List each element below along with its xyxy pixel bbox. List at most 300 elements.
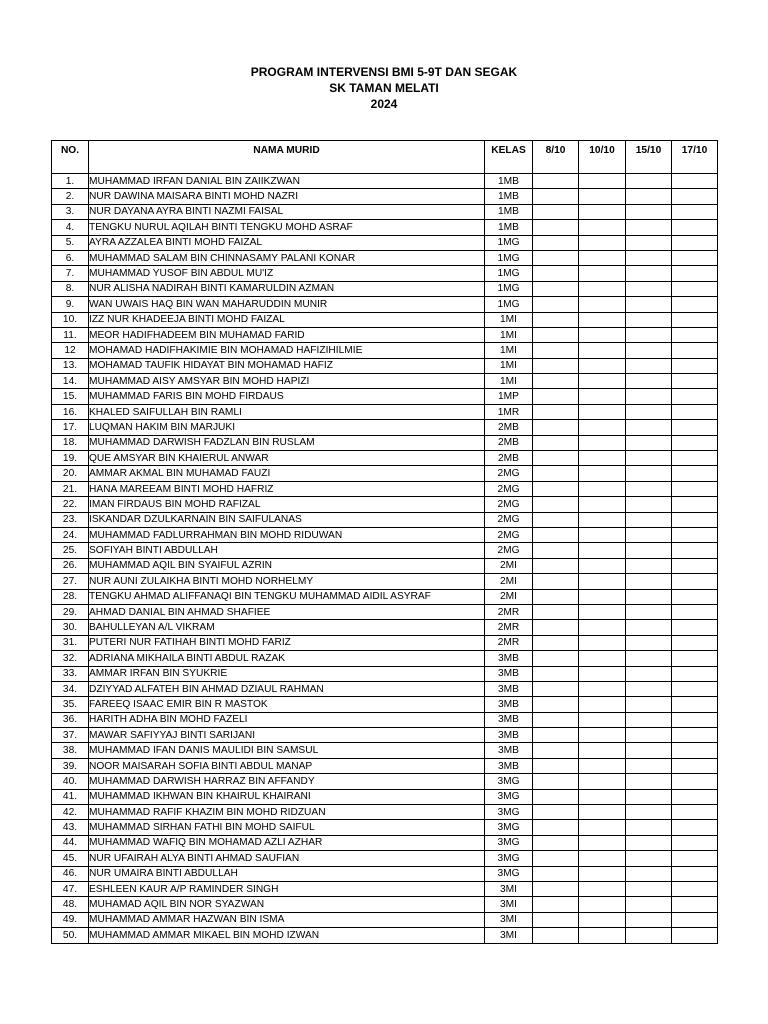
student-name: MUHAMAD AQIL BIN NOR SYAZWAN [89, 897, 485, 912]
student-class: 1MG [485, 266, 533, 281]
attendance-cell-date-4[interactable] [672, 789, 718, 804]
student-class: 1MB [485, 220, 533, 235]
attendance-cell-date-3[interactable] [626, 651, 672, 666]
attendance-cell-date-3[interactable] [626, 789, 672, 804]
attendance-cell-date-4[interactable] [672, 805, 718, 820]
student-class: 1MG [485, 250, 533, 265]
attendance-cell-date-1[interactable] [533, 389, 579, 404]
attendance-cell-date-1[interactable] [533, 312, 579, 327]
attendance-cell-date-3[interactable] [626, 266, 672, 281]
table-row [52, 635, 718, 650]
table-row [52, 712, 718, 727]
student-name: IZZ NUR KHADEEJA BINTI MOHD FAIZAL [89, 312, 485, 327]
student-class: 3MI [485, 928, 533, 943]
attendance-cell-date-3[interactable] [626, 912, 672, 927]
attendance-cell-date-3[interactable] [626, 697, 672, 712]
attendance-cell-date-3[interactable] [626, 389, 672, 404]
attendance-cell-date-2[interactable] [579, 712, 626, 727]
attendance-cell-date-4[interactable] [672, 835, 718, 850]
attendance-cell-date-3[interactable] [626, 235, 672, 250]
attendance-cell-date-1[interactable] [533, 897, 579, 912]
attendance-cell-date-3[interactable] [626, 589, 672, 604]
attendance-cell-date-1[interactable] [533, 681, 579, 696]
student-name: TENGKU AHMAD ALIFFANAQI BIN TENGKU MUHAMMAD AIDIL ASYRAF [89, 589, 485, 604]
attendance-cell-date-2[interactable] [579, 312, 626, 327]
attendance-cell-date-3[interactable] [626, 312, 672, 327]
attendance-cell-date-4[interactable] [672, 728, 718, 743]
attendance-cell-date-4[interactable] [672, 220, 718, 235]
attendance-cell-date-4[interactable] [672, 235, 718, 250]
student-name: MOHAMAD TAUFIK HIDAYAT BIN MOHAMAD HAFIZ [89, 358, 485, 373]
table-row [52, 620, 718, 635]
student-class: 1MG [485, 281, 533, 296]
attendance-cell-date-2[interactable] [579, 327, 626, 342]
attendance-cell-date-2[interactable] [579, 543, 626, 558]
table-row [52, 374, 718, 389]
attendance-cell-date-1[interactable] [533, 527, 579, 542]
attendance-cell-date-3[interactable] [626, 805, 672, 820]
attendance-cell-date-2[interactable] [579, 789, 626, 804]
student-class: 3MG [485, 789, 533, 804]
attendance-cell-date-1[interactable] [533, 728, 579, 743]
attendance-cell-date-2[interactable] [579, 743, 626, 758]
attendance-cell-date-1[interactable] [533, 743, 579, 758]
attendance-cell-date-1[interactable] [533, 697, 579, 712]
student-number: 10. [52, 312, 89, 327]
attendance-cell-date-1[interactable] [533, 835, 579, 850]
attendance-cell-date-1[interactable] [533, 758, 579, 773]
attendance-cell-date-3[interactable] [626, 420, 672, 435]
student-name: KHALED SAIFULLAH BIN RAMLI [89, 404, 485, 419]
attendance-cell-date-3[interactable] [626, 758, 672, 773]
student-number: 8. [52, 281, 89, 296]
attendance-cell-date-4[interactable] [672, 420, 718, 435]
attendance-cell-date-2[interactable] [579, 866, 626, 881]
attendance-cell-date-1[interactable] [533, 466, 579, 481]
attendance-cell-date-4[interactable] [672, 651, 718, 666]
attendance-cell-date-2[interactable] [579, 266, 626, 281]
student-number: 21. [52, 481, 89, 496]
student-name: NUR DAYANA AYRA BINTI NAZMI FAISAL [89, 204, 485, 219]
table-row [52, 358, 718, 373]
student-class: 1MB [485, 204, 533, 219]
student-name: ESHLEEN KAUR A/P RAMINDER SINGH [89, 881, 485, 896]
student-class: 2MG [485, 497, 533, 512]
attendance-cell-date-4[interactable] [672, 343, 718, 358]
attendance-cell-date-3[interactable] [626, 851, 672, 866]
attendance-cell-date-2[interactable] [579, 451, 626, 466]
attendance-cell-date-1[interactable] [533, 404, 579, 419]
attendance-cell-date-1[interactable] [533, 666, 579, 681]
table-row [52, 481, 718, 496]
student-name: NUR UFAIRAH ALYA BINTI AHMAD SAUFIAN [89, 851, 485, 866]
attendance-cell-date-3[interactable] [626, 451, 672, 466]
table-row [52, 589, 718, 604]
attendance-cell-date-3[interactable] [626, 928, 672, 943]
student-number: 35. [52, 697, 89, 712]
student-class: 3MG [485, 866, 533, 881]
student-number: 37. [52, 728, 89, 743]
student-name: NUR UMAIRA BINTI ABDULLAH [89, 866, 485, 881]
attendance-cell-date-1[interactable] [533, 374, 579, 389]
attendance-cell-date-4[interactable] [672, 620, 718, 635]
attendance-cell-date-3[interactable] [626, 574, 672, 589]
table-row [52, 651, 718, 666]
student-number: 30. [52, 620, 89, 635]
attendance-cell-date-4[interactable] [672, 912, 718, 927]
attendance-cell-date-3[interactable] [626, 358, 672, 373]
student-number: 4. [52, 220, 89, 235]
attendance-cell-date-2[interactable] [579, 558, 626, 573]
student-number: 34. [52, 681, 89, 696]
attendance-cell-date-1[interactable] [533, 589, 579, 604]
attendance-cell-date-4[interactable] [672, 635, 718, 650]
student-class: 2MI [485, 558, 533, 573]
attendance-cell-date-4[interactable] [672, 758, 718, 773]
attendance-cell-date-2[interactable] [579, 758, 626, 773]
student-name: SOFIYAH BINTI ABDULLAH [89, 543, 485, 558]
attendance-cell-date-3[interactable] [626, 897, 672, 912]
attendance-cell-date-1[interactable] [533, 866, 579, 881]
attendance-cell-date-3[interactable] [626, 527, 672, 542]
attendance-cell-date-2[interactable] [579, 235, 626, 250]
attendance-cell-date-3[interactable] [626, 220, 672, 235]
document-header [0, 64, 768, 112]
attendance-cell-date-4[interactable] [672, 435, 718, 450]
attendance-cell-date-2[interactable] [579, 466, 626, 481]
student-number: 32. [52, 651, 89, 666]
attendance-cell-date-1[interactable] [533, 805, 579, 820]
attendance-cell-date-1[interactable] [533, 451, 579, 466]
attendance-cell-date-2[interactable] [579, 189, 626, 204]
student-name: NUR DAWINA MAISARA BINTI MOHD NAZRI [89, 189, 485, 204]
attendance-cell-date-3[interactable] [626, 743, 672, 758]
attendance-cell-date-3[interactable] [626, 728, 672, 743]
attendance-cell-date-2[interactable] [579, 404, 626, 419]
student-name: TENGKU NURUL AQILAH BINTI TENGKU MOHD ASRAF [89, 220, 485, 235]
attendance-cell-date-2[interactable] [579, 881, 626, 896]
attendance-cell-date-2[interactable] [579, 481, 626, 496]
attendance-cell-date-4[interactable] [672, 404, 718, 419]
attendance-cell-date-3[interactable] [626, 327, 672, 342]
attendance-cell-date-4[interactable] [672, 389, 718, 404]
attendance-cell-date-3[interactable] [626, 820, 672, 835]
attendance-cell-date-4[interactable] [672, 451, 718, 466]
attendance-cell-date-1[interactable] [533, 620, 579, 635]
attendance-cell-date-2[interactable] [579, 389, 626, 404]
attendance-cell-date-4[interactable] [672, 512, 718, 527]
attendance-cell-date-4[interactable] [672, 327, 718, 342]
attendance-cell-date-2[interactable] [579, 697, 626, 712]
attendance-cell-date-2[interactable] [579, 343, 626, 358]
attendance-cell-date-2[interactable] [579, 774, 626, 789]
attendance-cell-date-1[interactable] [533, 881, 579, 896]
attendance-cell-date-4[interactable] [672, 681, 718, 696]
student-class: 3MB [485, 666, 533, 681]
attendance-cell-date-3[interactable] [626, 404, 672, 419]
attendance-cell-date-3[interactable] [626, 512, 672, 527]
attendance-cell-date-3[interactable] [626, 204, 672, 219]
attendance-cell-date-4[interactable] [672, 574, 718, 589]
table-row [52, 912, 718, 927]
attendance-cell-date-1[interactable] [533, 343, 579, 358]
attendance-cell-date-1[interactable] [533, 481, 579, 496]
student-class: 3MB [485, 743, 533, 758]
attendance-cell-date-2[interactable] [579, 897, 626, 912]
column-header-nama-murid: NAMA MURID [89, 141, 485, 174]
attendance-cell-date-1[interactable] [533, 789, 579, 804]
attendance-cell-date-3[interactable] [626, 435, 672, 450]
table-row [52, 420, 718, 435]
attendance-cell-date-4[interactable] [672, 204, 718, 219]
student-number: 14. [52, 374, 89, 389]
attendance-cell-date-1[interactable] [533, 435, 579, 450]
student-name: QUE AMSYAR BIN KHAIERUL ANWAR [89, 451, 485, 466]
attendance-cell-date-3[interactable] [626, 297, 672, 312]
attendance-cell-date-1[interactable] [533, 558, 579, 573]
attendance-cell-date-1[interactable] [533, 204, 579, 219]
student-number: 23. [52, 512, 89, 527]
table-row [52, 220, 718, 235]
attendance-cell-date-3[interactable] [626, 543, 672, 558]
attendance-cell-date-1[interactable] [533, 851, 579, 866]
attendance-cell-date-1[interactable] [533, 574, 579, 589]
student-number: 19. [52, 451, 89, 466]
table-row [52, 558, 718, 573]
attendance-cell-date-4[interactable] [672, 497, 718, 512]
attendance-cell-date-3[interactable] [626, 497, 672, 512]
attendance-cell-date-2[interactable] [579, 512, 626, 527]
student-name: MUHAMMAD AMMAR HAZWAN BIN ISMA [89, 912, 485, 927]
attendance-cell-date-3[interactable] [626, 189, 672, 204]
attendance-cell-date-4[interactable] [672, 743, 718, 758]
attendance-cell-date-1[interactable] [533, 235, 579, 250]
attendance-cell-date-1[interactable] [533, 512, 579, 527]
attendance-cell-date-3[interactable] [626, 281, 672, 296]
attendance-cell-date-1[interactable] [533, 820, 579, 835]
attendance-cell-date-3[interactable] [626, 481, 672, 496]
attendance-cell-date-4[interactable] [672, 666, 718, 681]
attendance-cell-date-2[interactable] [579, 604, 626, 619]
student-class: 2MG [485, 527, 533, 542]
attendance-cell-date-2[interactable] [579, 281, 626, 296]
attendance-cell-date-4[interactable] [672, 774, 718, 789]
student-number: 44. [52, 835, 89, 850]
attendance-cell-date-4[interactable] [672, 820, 718, 835]
student-number: 18. [52, 435, 89, 450]
attendance-cell-date-2[interactable] [579, 358, 626, 373]
attendance-cell-date-4[interactable] [672, 712, 718, 727]
attendance-cell-date-2[interactable] [579, 651, 626, 666]
attendance-cell-date-2[interactable] [579, 435, 626, 450]
table-row [52, 851, 718, 866]
attendance-cell-date-2[interactable] [579, 620, 626, 635]
attendance-cell-date-2[interactable] [579, 851, 626, 866]
attendance-cell-date-1[interactable] [533, 327, 579, 342]
attendance-cell-date-1[interactable] [533, 497, 579, 512]
student-name: NOOR MAISARAH SOFIA BINTI ABDUL MANAP [89, 758, 485, 773]
student-class: 3MB [485, 712, 533, 727]
attendance-cell-date-4[interactable] [672, 897, 718, 912]
attendance-cell-date-4[interactable] [672, 697, 718, 712]
table-row [52, 497, 718, 512]
student-class: 3MI [485, 897, 533, 912]
student-name: MUHAMMAD IRFAN DANIAL BIN ZAIIKZWAN [89, 174, 485, 189]
attendance-cell-date-2[interactable] [579, 220, 626, 235]
attendance-cell-date-1[interactable] [533, 635, 579, 650]
attendance-cell-date-3[interactable] [626, 666, 672, 681]
table-row [52, 404, 718, 419]
student-name: MUHAMMAD IFAN DANIS MAULIDI BIN SAMSUL [89, 743, 485, 758]
attendance-cell-date-1[interactable] [533, 912, 579, 927]
student-class: 3MG [485, 805, 533, 820]
attendance-cell-date-3[interactable] [626, 250, 672, 265]
attendance-cell-date-2[interactable] [579, 250, 626, 265]
attendance-cell-date-1[interactable] [533, 928, 579, 943]
attendance-cell-date-2[interactable] [579, 204, 626, 219]
attendance-cell-date-4[interactable] [672, 928, 718, 943]
attendance-cell-date-3[interactable] [626, 374, 672, 389]
attendance-cell-date-2[interactable] [579, 681, 626, 696]
student-name: NUR ALISHA NADIRAH BINTI KAMARULDIN AZMAN [89, 281, 485, 296]
attendance-cell-date-1[interactable] [533, 189, 579, 204]
attendance-cell-date-4[interactable] [672, 866, 718, 881]
attendance-cell-date-2[interactable] [579, 928, 626, 943]
attendance-cell-date-3[interactable] [626, 681, 672, 696]
student-class: 2MI [485, 574, 533, 589]
attendance-cell-date-2[interactable] [579, 174, 626, 189]
attendance-cell-date-3[interactable] [626, 343, 672, 358]
attendance-cell-date-3[interactable] [626, 604, 672, 619]
attendance-cell-date-2[interactable] [579, 574, 626, 589]
attendance-cell-date-4[interactable] [672, 466, 718, 481]
table-row [52, 451, 718, 466]
attendance-cell-date-2[interactable] [579, 297, 626, 312]
student-name: MEOR HADIFHADEEM BIN MUHAMAD FARID [89, 327, 485, 342]
attendance-cell-date-3[interactable] [626, 174, 672, 189]
student-class: 2MR [485, 635, 533, 650]
attendance-cell-date-3[interactable] [626, 558, 672, 573]
attendance-cell-date-4[interactable] [672, 189, 718, 204]
table-row [52, 527, 718, 542]
table-row [52, 281, 718, 296]
student-name: MUHAMMAD WAFIQ BIN MOHAMAD AZLI AZHAR [89, 835, 485, 850]
attendance-cell-date-4[interactable] [672, 374, 718, 389]
student-name: MOHAMAD HADIFHAKIMIE BIN MOHAMAD HAFIZIHILMIE [89, 343, 485, 358]
student-number: 31. [52, 635, 89, 650]
attendance-cell-date-4[interactable] [672, 174, 718, 189]
attendance-cell-date-4[interactable] [672, 604, 718, 619]
attendance-cell-date-4[interactable] [672, 481, 718, 496]
attendance-cell-date-2[interactable] [579, 374, 626, 389]
student-class: 2MG [485, 466, 533, 481]
student-number: 22. [52, 497, 89, 512]
attendance-cell-date-2[interactable] [579, 728, 626, 743]
attendance-cell-date-4[interactable] [672, 589, 718, 604]
table-row [52, 928, 718, 943]
attendance-cell-date-4[interactable] [672, 358, 718, 373]
student-number: 26. [52, 558, 89, 573]
attendance-cell-date-2[interactable] [579, 497, 626, 512]
attendance-cell-date-4[interactable] [672, 851, 718, 866]
attendance-cell-date-1[interactable] [533, 220, 579, 235]
attendance-cell-date-1[interactable] [533, 174, 579, 189]
attendance-cell-date-3[interactable] [626, 881, 672, 896]
attendance-cell-date-1[interactable] [533, 266, 579, 281]
table-row [52, 728, 718, 743]
attendance-cell-date-3[interactable] [626, 635, 672, 650]
student-class: 2MG [485, 512, 533, 527]
attendance-cell-date-3[interactable] [626, 866, 672, 881]
attendance-cell-date-2[interactable] [579, 420, 626, 435]
student-class: 1MI [485, 358, 533, 373]
table-row [52, 189, 718, 204]
table-row [52, 512, 718, 527]
student-name: MUHAMMAD RAFIF KHAZIM BIN MOHD RIDZUAN [89, 805, 485, 820]
attendance-cell-date-3[interactable] [626, 620, 672, 635]
attendance-cell-date-2[interactable] [579, 666, 626, 681]
column-header-no: NO. [52, 141, 89, 174]
table-row [52, 820, 718, 835]
student-name: MUHAMMAD DARWISH FADZLAN BIN RUSLAM [89, 435, 485, 450]
attendance-cell-date-1[interactable] [533, 543, 579, 558]
table-row [52, 805, 718, 820]
attendance-cell-date-4[interactable] [672, 250, 718, 265]
attendance-cell-date-1[interactable] [533, 420, 579, 435]
attendance-cell-date-2[interactable] [579, 527, 626, 542]
attendance-cell-date-3[interactable] [626, 835, 672, 850]
attendance-cell-date-1[interactable] [533, 712, 579, 727]
attendance-cell-date-1[interactable] [533, 651, 579, 666]
table-row [52, 866, 718, 881]
attendance-cell-date-2[interactable] [579, 805, 626, 820]
attendance-cell-date-2[interactable] [579, 912, 626, 927]
attendance-cell-date-3[interactable] [626, 466, 672, 481]
attendance-cell-date-4[interactable] [672, 312, 718, 327]
student-name: ADRIANA MIKHAILA BINTI ABDUL RAZAK [89, 651, 485, 666]
student-number: 38. [52, 743, 89, 758]
student-number: 28. [52, 589, 89, 604]
table-row [52, 681, 718, 696]
attendance-cell-date-2[interactable] [579, 820, 626, 835]
table-row [52, 881, 718, 896]
attendance-cell-date-1[interactable] [533, 281, 579, 296]
attendance-cell-date-2[interactable] [579, 835, 626, 850]
student-number: 46. [52, 866, 89, 881]
attendance-cell-date-4[interactable] [672, 558, 718, 573]
attendance-cell-date-2[interactable] [579, 589, 626, 604]
attendance-cell-date-4[interactable] [672, 297, 718, 312]
attendance-cell-date-4[interactable] [672, 266, 718, 281]
attendance-cell-date-1[interactable] [533, 604, 579, 619]
student-name: HANA MAREEAM BINTI MOHD HAFRIZ [89, 481, 485, 496]
attendance-cell-date-1[interactable] [533, 358, 579, 373]
student-name: MUHAMMAD SIRHAN FATHI BIN MOHD SAIFUL [89, 820, 485, 835]
attendance-cell-date-4[interactable] [672, 281, 718, 296]
attendance-cell-date-3[interactable] [626, 774, 672, 789]
attendance-cell-date-3[interactable] [626, 712, 672, 727]
attendance-cell-date-2[interactable] [579, 635, 626, 650]
attendance-cell-date-1[interactable] [533, 774, 579, 789]
student-number: 42. [52, 805, 89, 820]
attendance-cell-date-4[interactable] [672, 527, 718, 542]
attendance-cell-date-4[interactable] [672, 543, 718, 558]
attendance-cell-date-1[interactable] [533, 250, 579, 265]
attendance-cell-date-1[interactable] [533, 297, 579, 312]
student-class: 1MI [485, 312, 533, 327]
attendance-cell-date-4[interactable] [672, 881, 718, 896]
student-number: 41. [52, 789, 89, 804]
